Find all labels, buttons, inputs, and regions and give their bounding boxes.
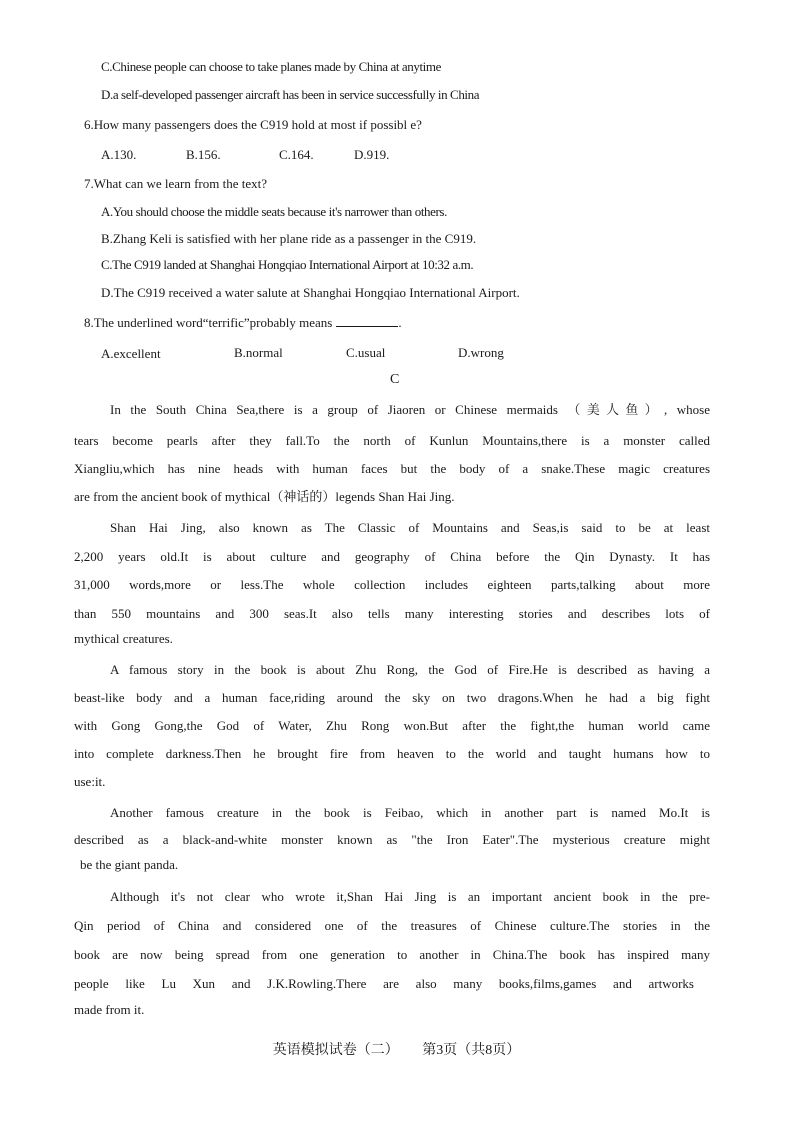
q7-question: 7.What can we learn from the text? bbox=[84, 176, 267, 191]
q7-option-a: A.You should choose the middle seats because it's narrower than others. bbox=[101, 204, 447, 219]
p3-line-2: beast-like body and a human face,riding around the sky on two dragons.When he had a big fight bbox=[74, 690, 710, 705]
q7-option-d: D.The C919 received a water salute at Shanghai Hongqiao International Airport. bbox=[101, 285, 520, 300]
answer-blank bbox=[336, 314, 398, 327]
p2-line-4: than 550 mountains and 300 seas.It also tells many interesting stories and describes lots of bbox=[74, 606, 710, 621]
footer-exam-title: 英语模拟试卷（二） bbox=[272, 1043, 399, 1058]
q5-option-c: C.Chinese people can choose to take planes made by China at anytime bbox=[101, 59, 441, 74]
q8-question-row bbox=[84, 314, 402, 331]
p1-line-2: tears become pearls after they fall.To the north of Kunlun Mountains,there is a monster called bbox=[74, 433, 710, 448]
page-footer bbox=[0, 1039, 793, 1059]
p3-line-5: use:it. bbox=[74, 774, 106, 789]
p2-line-5: mythical creatures. bbox=[74, 631, 173, 646]
q7-option-b: B.Zhang Keli is satisfied with her plane ride as a passenger in the C919. bbox=[101, 231, 477, 246]
section-title: C bbox=[390, 372, 400, 387]
p5-line-1: Although it's not clear who wrote it,Shan Hai Jing is an important ancient book in the pre- bbox=[110, 889, 710, 904]
p3-line-4: into complete darkness.Then he brought fire from heaven to the world and taught humans how to bbox=[74, 746, 710, 761]
p2-line-1: Shan Hai Jing, also known as The Classic of Mountains and Seas,is said to be at least bbox=[110, 520, 710, 535]
p2-line-2: 2,200 years old.It is about culture and geography of China before the Qin Dynasty. It has bbox=[74, 549, 710, 564]
q6-option-d: D.919. bbox=[354, 147, 390, 162]
p4-line-1: Another famous creature in the book is Feibao, which in another part is named Mo.It is bbox=[110, 805, 710, 820]
p4-line-3: be the giant panda. bbox=[80, 857, 179, 872]
q8-question: 8.The underlined word“terrific”probably means bbox=[84, 315, 333, 330]
p2-line-3: 31,000 words,more or less.The whole collection includes eighteen parts,talking about more bbox=[74, 577, 710, 592]
p5-line-3: book are now being spread from one generation to another in China.The book has inspired many bbox=[74, 947, 710, 962]
q6-question: 6.How many passengers does the C919 hold at most if possibl e? bbox=[84, 117, 422, 132]
q8-option-b: B.normal bbox=[234, 345, 283, 360]
q6-option-b: B.156. bbox=[186, 147, 221, 162]
p5-line-4: people like Lu Xun and J.K.Rowling.There are also many books,films,games and artworks bbox=[74, 976, 694, 991]
q8-option-a: A.excellent bbox=[101, 346, 161, 361]
q7-option-c: C.The C919 landed at Shanghai Hongqiao International Airport at 10:32 a.m. bbox=[101, 257, 474, 272]
q8-option-c: C.usual bbox=[346, 345, 386, 360]
footer-page-info: 第3页（共8页） bbox=[422, 1043, 521, 1058]
q8-option-d: D.wrong bbox=[458, 345, 504, 360]
p5-line-2: Qin period of China and considered one of the treasures of Chinese culture.The stories in the bbox=[74, 918, 710, 933]
q6-option-a: A.130. bbox=[101, 147, 137, 162]
q6-option-c: C.164. bbox=[279, 147, 314, 162]
p4-line-2: described as a black-and-white monster known as "the Iron Eater".The mysterious creature might bbox=[74, 832, 710, 847]
p1-line-1: In the South China Sea,there is a group of Jiaoren or Chinese mermaids （美人鱼）, whose bbox=[110, 402, 710, 417]
p1-line-4: are from the ancient book of mythical（神话的）legends Shan Hai Jing. bbox=[74, 489, 455, 504]
p3-line-1: A famous story in the book is about Zhu Rong, the God of Fire.He is described as having a bbox=[110, 662, 710, 677]
p5-line-5: made from it. bbox=[74, 1002, 145, 1017]
p3-line-3: with Gong Gong,the God of Water, Zhu Rong won.But after the fight,the human world came bbox=[74, 718, 710, 733]
p1-line-3: Xiangliu,which has nine heads with human faces but the body of a snake.These magic creatures bbox=[74, 461, 710, 476]
q8-question-end: . bbox=[398, 315, 402, 330]
q5-option-d: D.a self-developed passenger aircraft has been in service successfully in China bbox=[101, 87, 480, 102]
